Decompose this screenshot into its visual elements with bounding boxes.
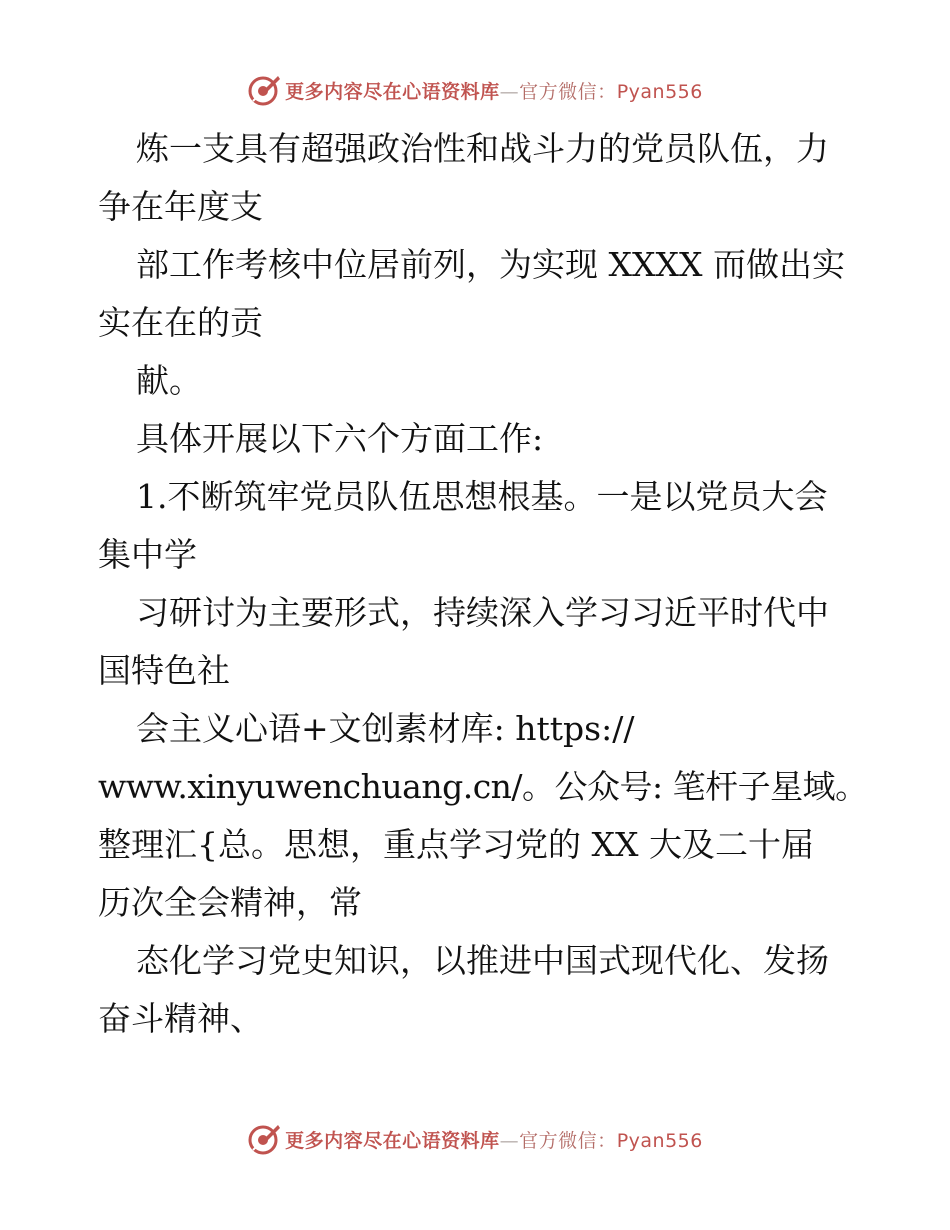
text-line: 习研讨为主要形式，持续深入学习习近平时代中	[136, 593, 829, 632]
text-line: 会主义心语+文创素材库: https://	[136, 709, 635, 748]
text-line: 整理汇{总。思想，重点学习党的 XX 大及二十届	[98, 825, 814, 864]
text-line: 国特色社	[98, 651, 230, 690]
text-line: 历次全会精神，常	[98, 883, 362, 922]
watermark-text: 更多内容尽在心语资料库—官方微信：Pyan556	[285, 1129, 703, 1152]
text-line: 奋斗精神、	[98, 999, 263, 1038]
text-line: 实在在的贡	[98, 303, 263, 342]
text-line: 部工作考核中位居前列，为实现 XXXX 而做出实	[136, 245, 845, 284]
text-line: 献。	[136, 361, 202, 400]
header-watermark	[0, 70, 950, 110]
text-line: 炼一支具有超强政治性和战斗力的党员队伍，力	[136, 129, 829, 168]
logo-icon	[247, 1122, 281, 1156]
text-line: 1.不断筑牢党员队伍思想根基。一是以党员大会	[136, 477, 828, 516]
footer-watermark	[0, 1119, 950, 1159]
text-line: 集中学	[98, 535, 197, 574]
logo-icon	[247, 73, 281, 107]
watermark-text: 更多内容尽在心语资料库—官方微信：Pyan556	[285, 80, 703, 103]
text-line: 具体开展以下六个方面工作:	[136, 419, 544, 458]
text-line: www.xinyuwenchuang.cn/。公众号: 笔杆子星域。	[98, 767, 868, 806]
text-line: 争在年度支	[98, 187, 263, 226]
text-line: 态化学习党史知识，以推进中国式现代化、发扬	[136, 941, 829, 980]
document-body	[98, 120, 868, 1048]
